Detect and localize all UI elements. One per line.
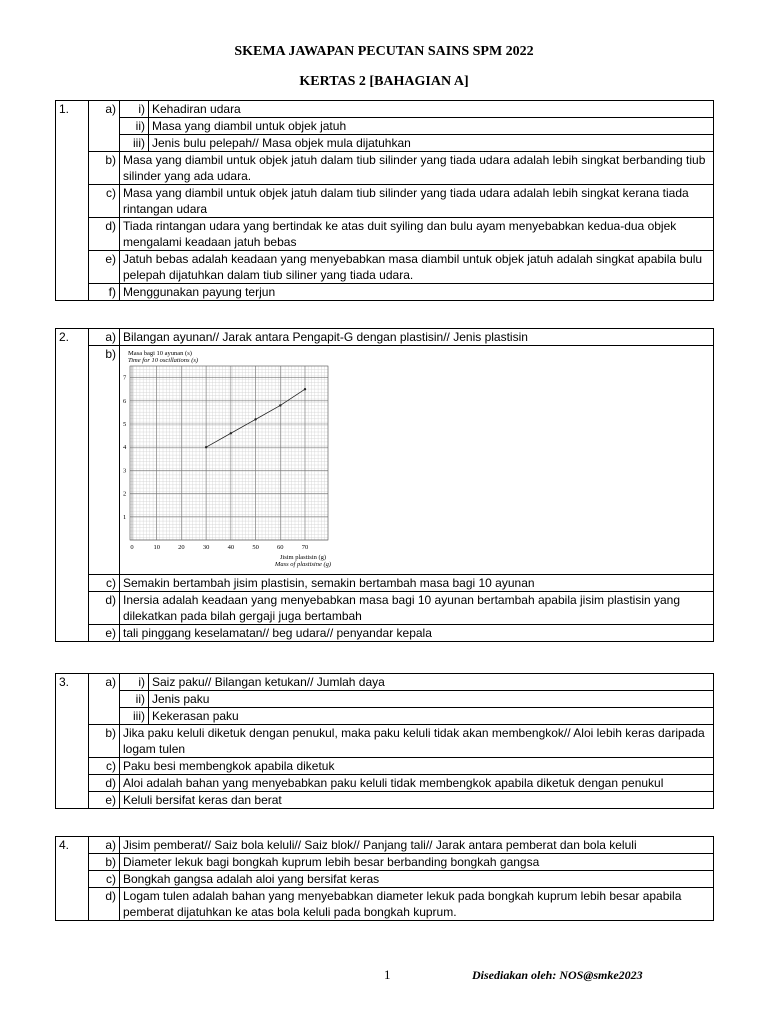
x-axis-label: Jisim plastisin (g)	[279, 554, 327, 561]
data-point	[205, 446, 207, 448]
page-subtitle: KERTAS 2 [BAHAGIAN A]	[299, 74, 469, 89]
part-label: c)	[89, 575, 120, 592]
sub-label: iii)	[120, 708, 149, 725]
part-label: e)	[89, 792, 120, 809]
answer-text: Menggunakan payung terjun	[120, 284, 714, 301]
answer-text: tali pinggang keselamatan// beg udara// penyandar kepala	[120, 625, 714, 642]
part-label: a)	[89, 101, 120, 152]
part-label: a)	[89, 674, 120, 725]
part-label: f)	[89, 284, 120, 301]
part-label: c)	[89, 871, 120, 888]
sub-label: ii)	[120, 118, 149, 135]
answer-text: Inersia adalah keadaan yang menyebabkan masa bagi 10 ayunan bertambah apabila jisim plastisin yang dilekatkan pada bilah gergaji juga bertambah	[120, 592, 714, 625]
sub-label: i)	[120, 674, 149, 691]
part-label: a)	[89, 329, 120, 346]
data-point	[279, 404, 281, 406]
graph-grid	[130, 366, 328, 540]
x-tick-label: 20	[178, 544, 185, 551]
y-tick-label: 6	[123, 397, 127, 405]
y-tick-label: 2	[123, 490, 127, 498]
part-label: c)	[89, 185, 120, 218]
answer-text: Tiada rintangan udara yang bertindak ke atas duit syiling dan bulu ayam menyebabkan kedua-dua objek mengalami keadaan jatuh bebas	[120, 218, 714, 251]
answer-text: Jisim pemberat// Saiz bola keluli// Saiz blok// Panjang tali// Jarak antara pemberat dan bola keluli	[120, 837, 714, 854]
question-number: 4.	[56, 837, 89, 921]
answer-text: Masa yang diambil untuk objek jatuh dalam tiub silinder yang tiada udara adalah lebih singkat berbanding tiub silinder yang ada udara.	[120, 152, 714, 185]
answer-text: Aloi adalah bahan yang menyebabkan paku keluli tidak membengkok apabila diketuk dengan penukul	[120, 775, 714, 792]
part-label: b)	[89, 346, 120, 575]
x-tick-label: 60	[277, 544, 284, 551]
answer-text: Logam tulen adalah bahan yang menyebabkan diameter lekuk pada bongkah kuprum lebih besar apabila pemberat dijatuhkan ke atas bola keluli pada bongkah kuprum.	[120, 888, 714, 921]
x-axis-label-en: Mass of plastisine (g)	[274, 561, 332, 568]
data-point	[230, 432, 232, 434]
question-2-table	[55, 328, 714, 642]
answer-text: Kekerasan paku	[149, 708, 714, 725]
mass-time-graph	[120, 346, 340, 574]
answer-text: Saiz paku// Bilangan ketukan// Jumlah daya	[149, 674, 714, 691]
x-tick-label: 10	[153, 544, 160, 551]
data-point	[304, 388, 306, 390]
answer-text: Masa yang diambil untuk objek jatuh	[149, 118, 714, 135]
part-label: b)	[89, 152, 120, 185]
part-label: d)	[89, 775, 120, 792]
answer-text: Jika paku keluli diketuk dengan penukul, maka paku keluli tidak akan membengkok// Aloi lebih keras daripada logam tulen	[120, 725, 714, 758]
part-label: d)	[89, 218, 120, 251]
answer-text: Masa yang diambil untuk objek jatuh dalam tiub silinder yang tiada udara adalah lebih singkat kerana tiada rintangan udara	[120, 185, 714, 218]
sub-label: ii)	[120, 691, 149, 708]
question-4-table	[55, 836, 714, 921]
part-label: e)	[89, 625, 120, 642]
data-point	[254, 418, 256, 420]
part-label: e)	[89, 251, 120, 284]
part-label: c)	[89, 758, 120, 775]
part-label: b)	[89, 854, 120, 871]
answer-text: Bongkah gangsa adalah aloi yang bersifat keras	[120, 871, 714, 888]
prepared-by: Disediakan oleh: NOS@smke2023	[472, 968, 643, 982]
answer-text: Semakin bertambah jisim plastisin, semakin bertambah masa bagi 10 ayunan	[120, 575, 714, 592]
question-3-table	[55, 673, 714, 809]
answer-text: Bilangan ayunan// Jarak antara Pengapit-G dengan plastisin// Jenis plastisin	[120, 329, 714, 346]
part-label: d)	[89, 888, 120, 921]
y-axis-label: Masa bagi 10 ayunan (s)	[128, 350, 192, 357]
question-number: 3.	[56, 674, 89, 809]
y-tick-label: 4	[123, 444, 127, 452]
y-tick-label: 1	[123, 513, 127, 521]
x-tick-label: 0	[130, 544, 134, 551]
question-1-table	[55, 100, 714, 301]
page-number: 1	[384, 967, 391, 982]
answer-text: Kehadiran udara	[149, 101, 714, 118]
x-tick-label: 40	[227, 544, 235, 551]
y-tick-label: 5	[123, 421, 127, 428]
answer-text: Diameter lekuk bagi bongkah kuprum lebih besar berbanding bongkah gangsa	[120, 854, 714, 871]
part-label: d)	[89, 592, 120, 625]
answer-text: Jenis bulu pelepah// Masa objek mula dijatuhkan	[149, 135, 714, 152]
answer-text: Paku besi membengkok apabila diketuk	[120, 758, 714, 775]
question-number: 2.	[56, 329, 89, 642]
sub-label: i)	[120, 101, 149, 118]
answer-text: Keluli bersifat keras dan berat	[120, 792, 714, 809]
sub-label: iii)	[120, 135, 149, 152]
y-tick-label: 7	[123, 374, 127, 382]
x-tick-label: 50	[252, 544, 259, 551]
x-tick-label: 70	[301, 544, 309, 551]
page-title: SKEMA JAWAPAN PECUTAN SAINS SPM 2022	[234, 44, 534, 59]
answer-text: Jenis paku	[149, 691, 714, 708]
x-tick-label: 30	[202, 544, 210, 551]
answer-text: Jatuh bebas adalah keadaan yang menyebabkan masa diambil untuk objek jatuh adalah singkat apabila bulu pelepah dijatuhkan dalam tiub siliner yang tiada udara.	[120, 251, 714, 284]
part-label: b)	[89, 725, 120, 758]
part-label: a)	[89, 837, 120, 854]
y-axis-label-en: Time for 10 oscillations (s)	[128, 357, 199, 364]
question-number: 1.	[56, 101, 89, 301]
y-tick-label: 3	[123, 467, 127, 475]
graph-cell	[120, 346, 714, 575]
